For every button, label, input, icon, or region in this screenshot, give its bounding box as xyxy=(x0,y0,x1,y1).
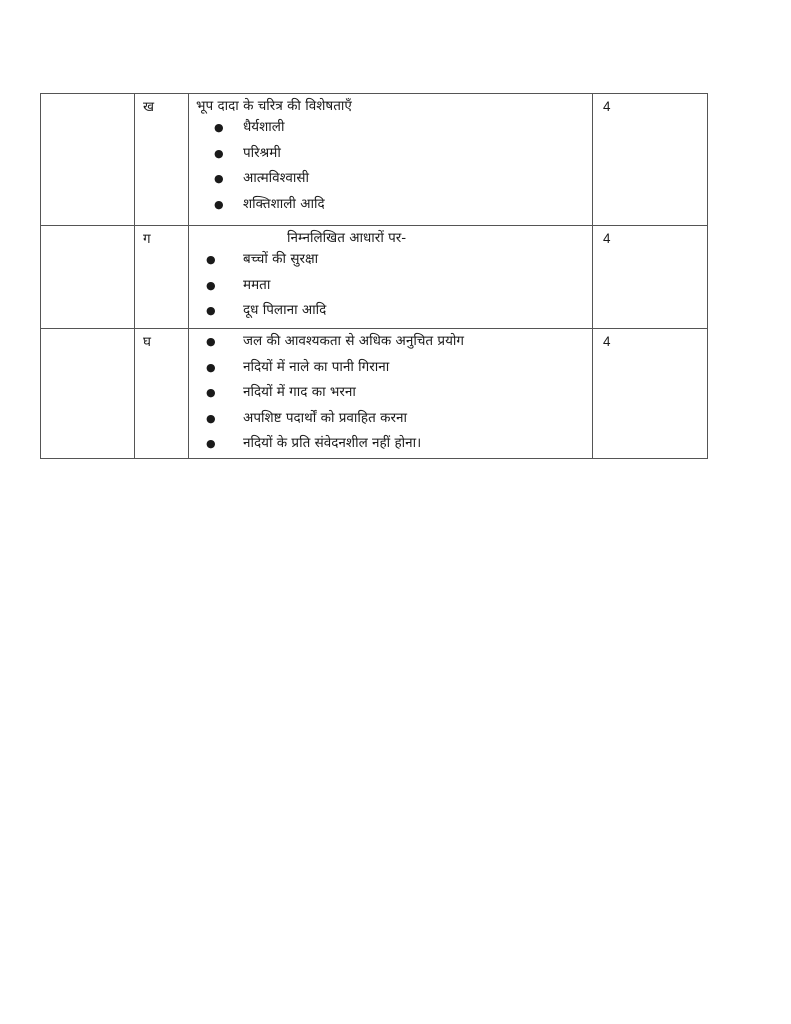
marks-value: 4 xyxy=(603,334,611,349)
answer-points-list xyxy=(189,247,592,324)
bullet-icon: ● xyxy=(214,146,224,160)
marks-cell xyxy=(593,226,708,329)
part-label: ख xyxy=(143,99,155,115)
answer-content-cell xyxy=(189,329,593,459)
marks-cell xyxy=(593,94,708,226)
part-cell xyxy=(135,329,189,459)
question-number-cell xyxy=(41,329,135,459)
part-label: घ xyxy=(143,334,151,350)
question-number-cell xyxy=(41,226,135,329)
bullet-icon: ● xyxy=(206,304,216,317)
bullet-icon: ● xyxy=(206,386,216,399)
question-number-cell xyxy=(41,94,135,226)
table-row xyxy=(41,329,708,459)
marks-value: 4 xyxy=(603,99,611,114)
list-item: ● परिश्रमी xyxy=(189,141,592,167)
marks-value: 4 xyxy=(603,231,611,246)
bullet-icon: ● xyxy=(206,253,216,266)
answer-heading: भूप दादा के चरित्र की विशेषताएँ xyxy=(196,98,352,114)
table-row xyxy=(41,226,708,329)
bullet-icon: ● xyxy=(206,411,216,425)
list-item: ● धैर्यशाली xyxy=(189,115,592,141)
answer-points-list xyxy=(189,115,592,217)
answer-key-table xyxy=(40,93,708,459)
bullet-icon: ● xyxy=(214,172,224,185)
list-item: ● नदियों में गाद का भरना xyxy=(189,380,592,406)
list-item: ● बच्चों की सुरक्षा xyxy=(189,247,592,273)
list-item: ● नदियों में नाले का पानी गिराना xyxy=(189,355,592,381)
bullet-icon: ● xyxy=(206,335,216,348)
list-item: ● दूध पिलाना आदि xyxy=(189,298,592,324)
bullet-icon: ● xyxy=(206,360,216,374)
list-item: ● आत्मविश्वासी xyxy=(189,166,592,192)
answer-heading: निम्नलिखित आधारों पर- xyxy=(287,230,407,246)
list-item: ● अपशिष्ट पदार्थों को प्रवाहित करना xyxy=(189,406,592,432)
answer-points-list xyxy=(189,329,592,457)
list-item: ● शक्तिशाली आदि xyxy=(189,192,592,218)
answer-content-cell xyxy=(189,226,593,329)
part-label: ग xyxy=(143,231,151,247)
list-item: ● नदियों के प्रति संवेदनशील नहीं होना। xyxy=(189,431,592,457)
table-row xyxy=(41,94,708,226)
part-cell xyxy=(135,226,189,329)
bullet-icon: ● xyxy=(206,278,216,292)
list-item: ● ममता xyxy=(189,273,592,299)
bullet-icon: ● xyxy=(214,197,224,211)
list-item: ● जल की आवश्यकता से अधिक अनुचित प्रयोग xyxy=(189,329,592,355)
marks-cell xyxy=(593,329,708,459)
part-cell xyxy=(135,94,189,226)
answer-content-cell xyxy=(189,94,593,226)
bullet-icon: ● xyxy=(214,121,224,134)
bullet-icon: ● xyxy=(206,437,216,450)
